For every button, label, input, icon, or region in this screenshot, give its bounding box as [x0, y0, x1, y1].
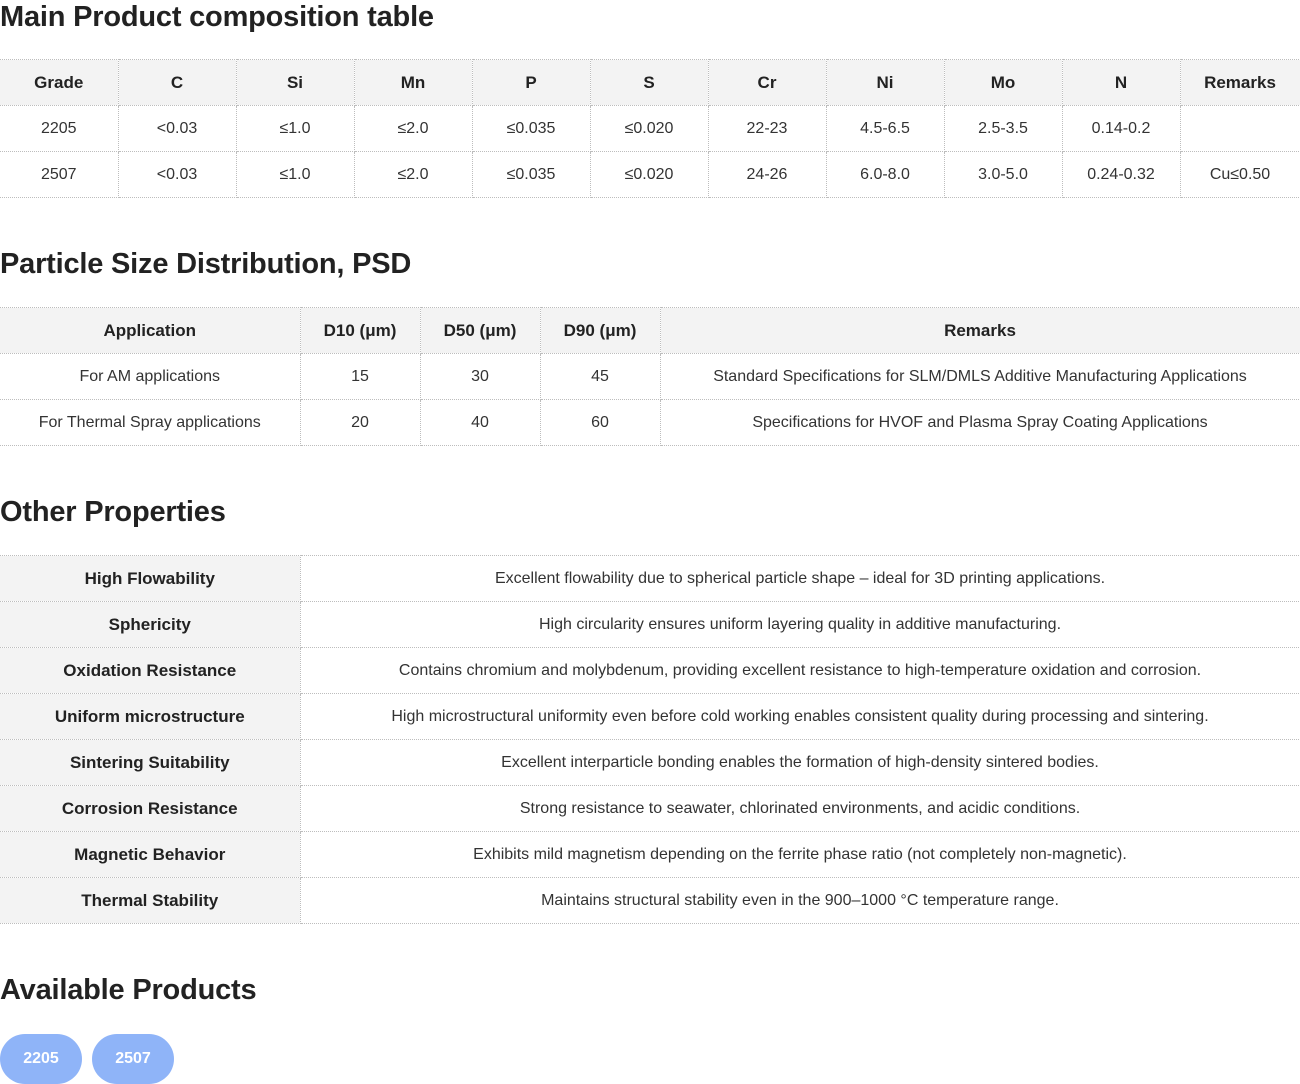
- psd-title: Particle Size Distribution, PSD: [0, 248, 412, 280]
- table-cell: Specifications for HVOF and Plasma Spray Coating Applications: [660, 400, 1300, 446]
- table-cell: [1180, 106, 1300, 152]
- property-name: Magnetic Behavior: [0, 832, 300, 878]
- table-row: [0, 106, 1300, 152]
- table-cell: For Thermal Spray applications: [0, 400, 300, 446]
- property-name: High Flowability: [0, 556, 300, 602]
- product-pill-2205[interactable]: 2205: [0, 1034, 82, 1084]
- table-cell: 0.24-0.32: [1062, 152, 1180, 198]
- header-cell: Grade: [0, 60, 118, 106]
- table-cell: <0.03: [118, 152, 236, 198]
- property-name: Thermal Stability: [0, 878, 300, 924]
- products-title: Available Products: [0, 974, 257, 1006]
- table-cell: 15: [300, 354, 420, 400]
- table-row: [0, 786, 1300, 832]
- property-description: Exhibits mild magnetism depending on the ferrite phase ratio (not completely non-magnetic).: [300, 832, 1300, 878]
- table-cell: 3.0-5.0: [944, 152, 1062, 198]
- table-cell: 2.5-3.5: [944, 106, 1062, 152]
- table-cell: ≤0.035: [472, 106, 590, 152]
- table-cell: 6.0-8.0: [826, 152, 944, 198]
- property-description: Contains chromium and molybdenum, providing excellent resistance to high-temperature oxidation and corrosion.: [300, 648, 1300, 694]
- table-cell: <0.03: [118, 106, 236, 152]
- properties-title: Other Properties: [0, 496, 226, 528]
- table-cell: 30: [420, 354, 540, 400]
- table-cell: 40: [420, 400, 540, 446]
- product-pill-2507[interactable]: 2507: [92, 1034, 174, 1084]
- table-row: [0, 878, 1300, 924]
- property-description: Excellent flowability due to spherical particle shape – ideal for 3D printing applications.: [300, 556, 1300, 602]
- header-cell: Application: [0, 308, 300, 354]
- property-name: Uniform microstructure: [0, 694, 300, 740]
- table-cell: Standard Specifications for SLM/DMLS Additive Manufacturing Applications: [660, 354, 1300, 400]
- table-cell: 22-23: [708, 106, 826, 152]
- header-cell: S: [590, 60, 708, 106]
- property-description: High circularity ensures uniform layering quality in additive manufacturing.: [300, 602, 1300, 648]
- table-row: [0, 694, 1300, 740]
- property-name: Sintering Suitability: [0, 740, 300, 786]
- header-cell: N: [1062, 60, 1180, 106]
- table-cell: 24-26: [708, 152, 826, 198]
- header-cell: Si: [236, 60, 354, 106]
- header-cell: Remarks: [1180, 60, 1300, 106]
- header-cell: D10 (μm): [300, 308, 420, 354]
- table-row: [0, 648, 1300, 694]
- property-name: Oxidation Resistance: [0, 648, 300, 694]
- table-cell: ≤2.0: [354, 106, 472, 152]
- header-cell: Remarks: [660, 308, 1300, 354]
- composition-table: [0, 59, 1300, 198]
- header-cell: D90 (μm): [540, 308, 660, 354]
- header-cell: P: [472, 60, 590, 106]
- table-cell: ≤1.0: [236, 106, 354, 152]
- table-cell: ≤0.035: [472, 152, 590, 198]
- property-description: Maintains structural stability even in the 900–1000 °C temperature range.: [300, 878, 1300, 924]
- table-row: [0, 740, 1300, 786]
- property-description: High microstructural uniformity even before cold working enables consistent quality during processing and sintering.: [300, 694, 1300, 740]
- table-row: [0, 556, 1300, 602]
- table-row: [0, 152, 1300, 198]
- table-cell: 20: [300, 400, 420, 446]
- product-pill-list: [0, 1034, 174, 1084]
- psd-table: [0, 307, 1300, 446]
- header-cell: C: [118, 60, 236, 106]
- table-cell: ≤1.0: [236, 152, 354, 198]
- table-cell: ≤2.0: [354, 152, 472, 198]
- header-cell: Mo: [944, 60, 1062, 106]
- table-row: [0, 832, 1300, 878]
- property-description: Strong resistance to seawater, chlorinated environments, and acidic conditions.: [300, 786, 1300, 832]
- composition-title: Main Product composition table: [0, 1, 434, 33]
- table-cell: ≤0.020: [590, 152, 708, 198]
- table-cell: 2205: [0, 106, 118, 152]
- header-cell: Mn: [354, 60, 472, 106]
- composition-header-row: [0, 60, 1300, 106]
- property-name: Corrosion Resistance: [0, 786, 300, 832]
- table-row: [0, 400, 1300, 446]
- table-cell: 45: [540, 354, 660, 400]
- table-cell: For AM applications: [0, 354, 300, 400]
- table-row: [0, 354, 1300, 400]
- header-cell: Ni: [826, 60, 944, 106]
- table-cell: 60: [540, 400, 660, 446]
- properties-table: [0, 555, 1300, 924]
- psd-header-row: [0, 308, 1300, 354]
- table-row: [0, 602, 1300, 648]
- property-name: Sphericity: [0, 602, 300, 648]
- table-cell: 2507: [0, 152, 118, 198]
- table-cell: 0.14-0.2: [1062, 106, 1180, 152]
- property-description: Excellent interparticle bonding enables the formation of high-density sintered bodies.: [300, 740, 1300, 786]
- table-cell: ≤0.020: [590, 106, 708, 152]
- header-cell: D50 (μm): [420, 308, 540, 354]
- header-cell: Cr: [708, 60, 826, 106]
- table-cell: 4.5-6.5: [826, 106, 944, 152]
- table-cell: Cu≤0.50: [1180, 152, 1300, 198]
